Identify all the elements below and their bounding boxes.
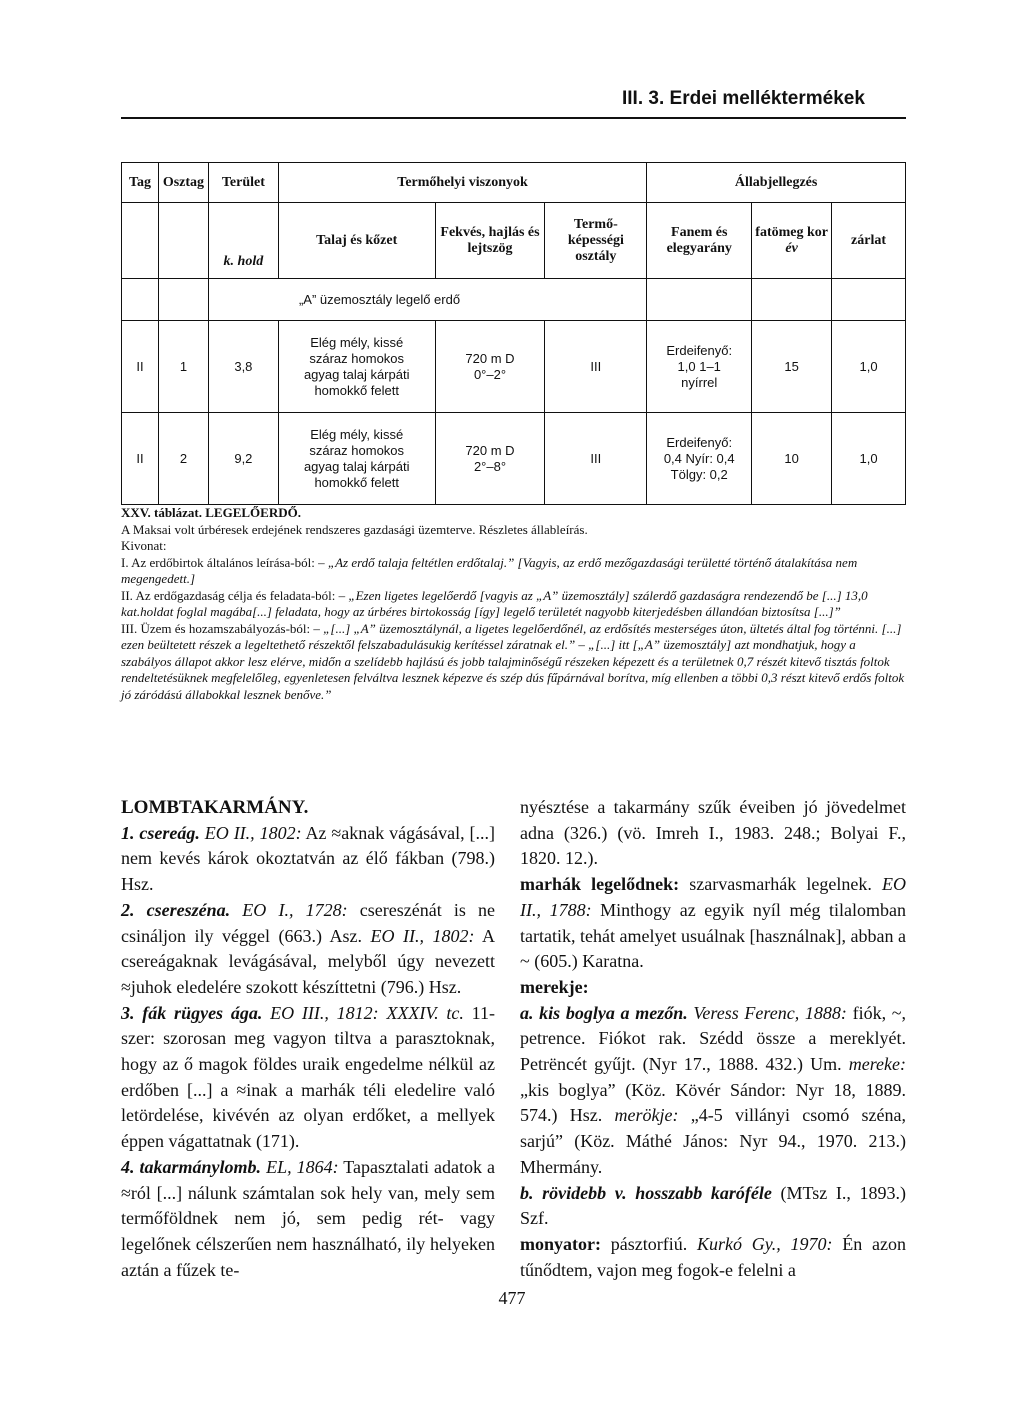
notes-line1: A Maksai volt úrbéresek erdejének rendszeres gazdasági üzemterve. Részletes állableírás. (121, 521, 588, 537)
header-fekves: Fekvés, hajlás és lejtszög (435, 203, 545, 279)
entry-3: 3. fák rügyes ága. EO III., 1812: XXXIV. tc. 11-szer: szorosan meg vagyon tiltva a parasztoknak, hogy az ő magok földes uraik engedelme nélkül az erdőben [...] a ≈inak a marhák téli eledelire való letördelése, kivévén az olyan erdőket, a mellyek éppen vágattatnak (171). (121, 1002, 495, 1152)
header-termohelyi: Termőhelyi viszonyok (278, 163, 646, 203)
header-fatomeg-cell (752, 203, 832, 279)
row2-fanem: Erdeifenyő: 0,4 Nyír: 0,4 Tölgy: 0,2 (647, 413, 752, 505)
notes-paragraph-3: III. Üzem és hozamszabályozás-ból: – „[...] „A” üzemosztálynál, a ligetes legelőerdőnél, az erdősítés mesterséges úton, ültetés által fog történni. [...] ezen beültetett részek a legeltethető részektől felszabadulásukig kerítéssel záratnak el.” – „[...] itt [„A” üzemosztály] azt mondhatjuk, hogy a szabályos állapot akkor lesz elérve, midőn a szelídebb hajlású és jobb talajminőségű részeken képezett és a területnek 0,7 részét kitevő tisztás foltok rendeltetésüknek megfelelőleg, egyenletesen felváltva lesznek képezve és szép dús fűpárnával borítva, míg ellenben a többi 0,3 részt kitevő erdős foltok jó záródású állabokkal lesznek benőve.” (121, 620, 905, 702)
entry-continuation: nyésztése a takarmány szűk éveiben jó jövedelmet adna (326.) (vö. Imreh I., 1983. 248.; Bolyai F., 1820. 12.). (520, 797, 906, 869)
row2-osztag: 2 (158, 413, 208, 505)
table-row (122, 321, 906, 413)
row1-zarlat: 1,0 (832, 321, 906, 413)
header-osztag-sub (158, 203, 208, 279)
row2-fekves: 720 m D 2°–8° (435, 413, 545, 505)
entry-monyator: monyator: pásztorfiú. Kurkó Gy., 1970: Én azon tűnődtem, vajon meg fogok-e felelni a (520, 1233, 906, 1280)
notes-line2: Kivonat: (121, 538, 167, 553)
row1-osztaly: III (545, 321, 647, 413)
notes-paragraph-2: II. Az erdőgazdaság célja és feladata-ból: – „Ezen ligetes legelőerdő [vagyis az „A” üzemosztály] szálerdő gazdaságra rendezendő be [...] 13,0 kat.holdat foglal magába[...] feladata, hogy az úrbéres birtokosság [így] legelő területét nagyobb kiterjedésben állandóan biztosítsa [...]” (121, 587, 868, 619)
row1-osztag: 1 (158, 321, 208, 413)
row1-talaj: Elég mély, kissé száraz homokos agyag talaj kárpáti homokkő felett (278, 321, 435, 413)
header-ev: év (785, 240, 798, 256)
header-tag: Tag (122, 163, 159, 203)
entry-1: 1. csereág. EO II., 1802: Az ≈aknak vágásával, [...] nem kevés károk okoztatván az élő fákban (798.) Hsz. (121, 822, 495, 895)
header-tag-sub (122, 203, 159, 279)
header-khold: k. hold (208, 203, 278, 279)
header-allabjellegzes: Állabjellegzés (647, 163, 906, 203)
entry-marhak: marhák legelődnek: szarvasmarhák legelnek. EO II., 1788: Minthogy az egyik nyíl még tilalomban tartatik, tehát amelyet usuálnak [használnak], abban a ~ (605.) Karatna. (520, 874, 907, 972)
header-fatomeg: fatömeg kor (755, 224, 828, 240)
entry-4: 4. takarmánylomb. EL, 1864: Tapasztalati adatok a ≈ról [...] nálunk számtalan sok hely van, mely sem termőföldnek nem jó, sem pedig rét- vagy legelőnek célszerűen nem használható, ily helyeken aztán a fűzek te- (121, 1156, 496, 1280)
page-number: 477 (498, 1288, 526, 1308)
header-rule (121, 117, 906, 119)
row2-terulet: 9,2 (208, 413, 278, 505)
row1-fanem: Erdeifenyő: 1,0 1–1 nyírrel (647, 321, 752, 413)
row1-tag: II (122, 321, 159, 413)
row2-talaj: Elég mély, kissé száraz homokos agyag talaj kárpáti homokkő felett (278, 413, 435, 505)
forest-table (121, 162, 906, 505)
page-header: III. 3. Erdei melléktermékek (622, 88, 865, 109)
header-fanem: Fanem és elegyarány (647, 203, 752, 279)
row1-terulet: 3,8 (208, 321, 278, 413)
row2-tag: II (122, 413, 159, 505)
header-terulet: Terület (208, 163, 278, 203)
section-heading: LOMBTAKARMÁNY. (121, 797, 309, 818)
table-notes (121, 505, 906, 703)
section-label: „A” üzemosztály legelő erdő (208, 279, 646, 321)
header-talaj: Talaj és kőzet (278, 203, 435, 279)
row2-kor: 10 (752, 413, 832, 505)
row1-kor: 15 (752, 321, 832, 413)
table-row (122, 413, 906, 505)
table-caption: XXV. táblázat. LEGELŐERDŐ. (121, 505, 301, 520)
right-column (520, 795, 906, 1283)
left-column (121, 795, 495, 1283)
entry-2: 2. csereszéna. EO I., 1728: csereszénát is ne csináljon ily véggel (663.) Asz. EO II., 1802: A csereágaknak levágásával, melyből úgy nevezett ≈juhok eledelére szokott készíttetni (796.) Hsz. (121, 899, 496, 997)
entry-merekje-a: a. kis boglya a mezőn. Veress Ferenc, 1888: fiók, ~, petrence. Fiókot rak. Szédd össze a mereklyét. Petrëncét gyűjt. (Nyr 17., 1888. 432.) Um. mereke: „kis boglya” (Köz. Kövér Sándor: Nyr 18, 1889. 574.) Hsz. merökje: „4-5 villányi csomó széna, sarjú” (Köz. Máthé János: Nyr 94., 1970. 213.) Mhermány. (520, 1002, 907, 1177)
row1-fekves: 720 m D 0°–2° (435, 321, 545, 413)
header-zarlat: zárlat (832, 203, 906, 279)
entry-merekje-b: b. rövidebb v. hosszabb karóféle (MTsz I., 1893.) Szf. (520, 1182, 906, 1229)
notes-paragraph-1: I. Az erdőbirtok általános leírása-ból: – „Az erdő talaja feltétlen erdőtalaj.” [Vagyis, az erdő mezőgazdasági területté történő átalakítása nem megengedett.] (121, 554, 858, 586)
entry-merekje: merekje: (520, 976, 589, 997)
header-termokepessegi: Termő-képességi osztály (545, 203, 647, 279)
row2-osztaly: III (545, 413, 647, 505)
header-osztag: Osztag (158, 163, 208, 203)
row2-zarlat: 1,0 (832, 413, 906, 505)
